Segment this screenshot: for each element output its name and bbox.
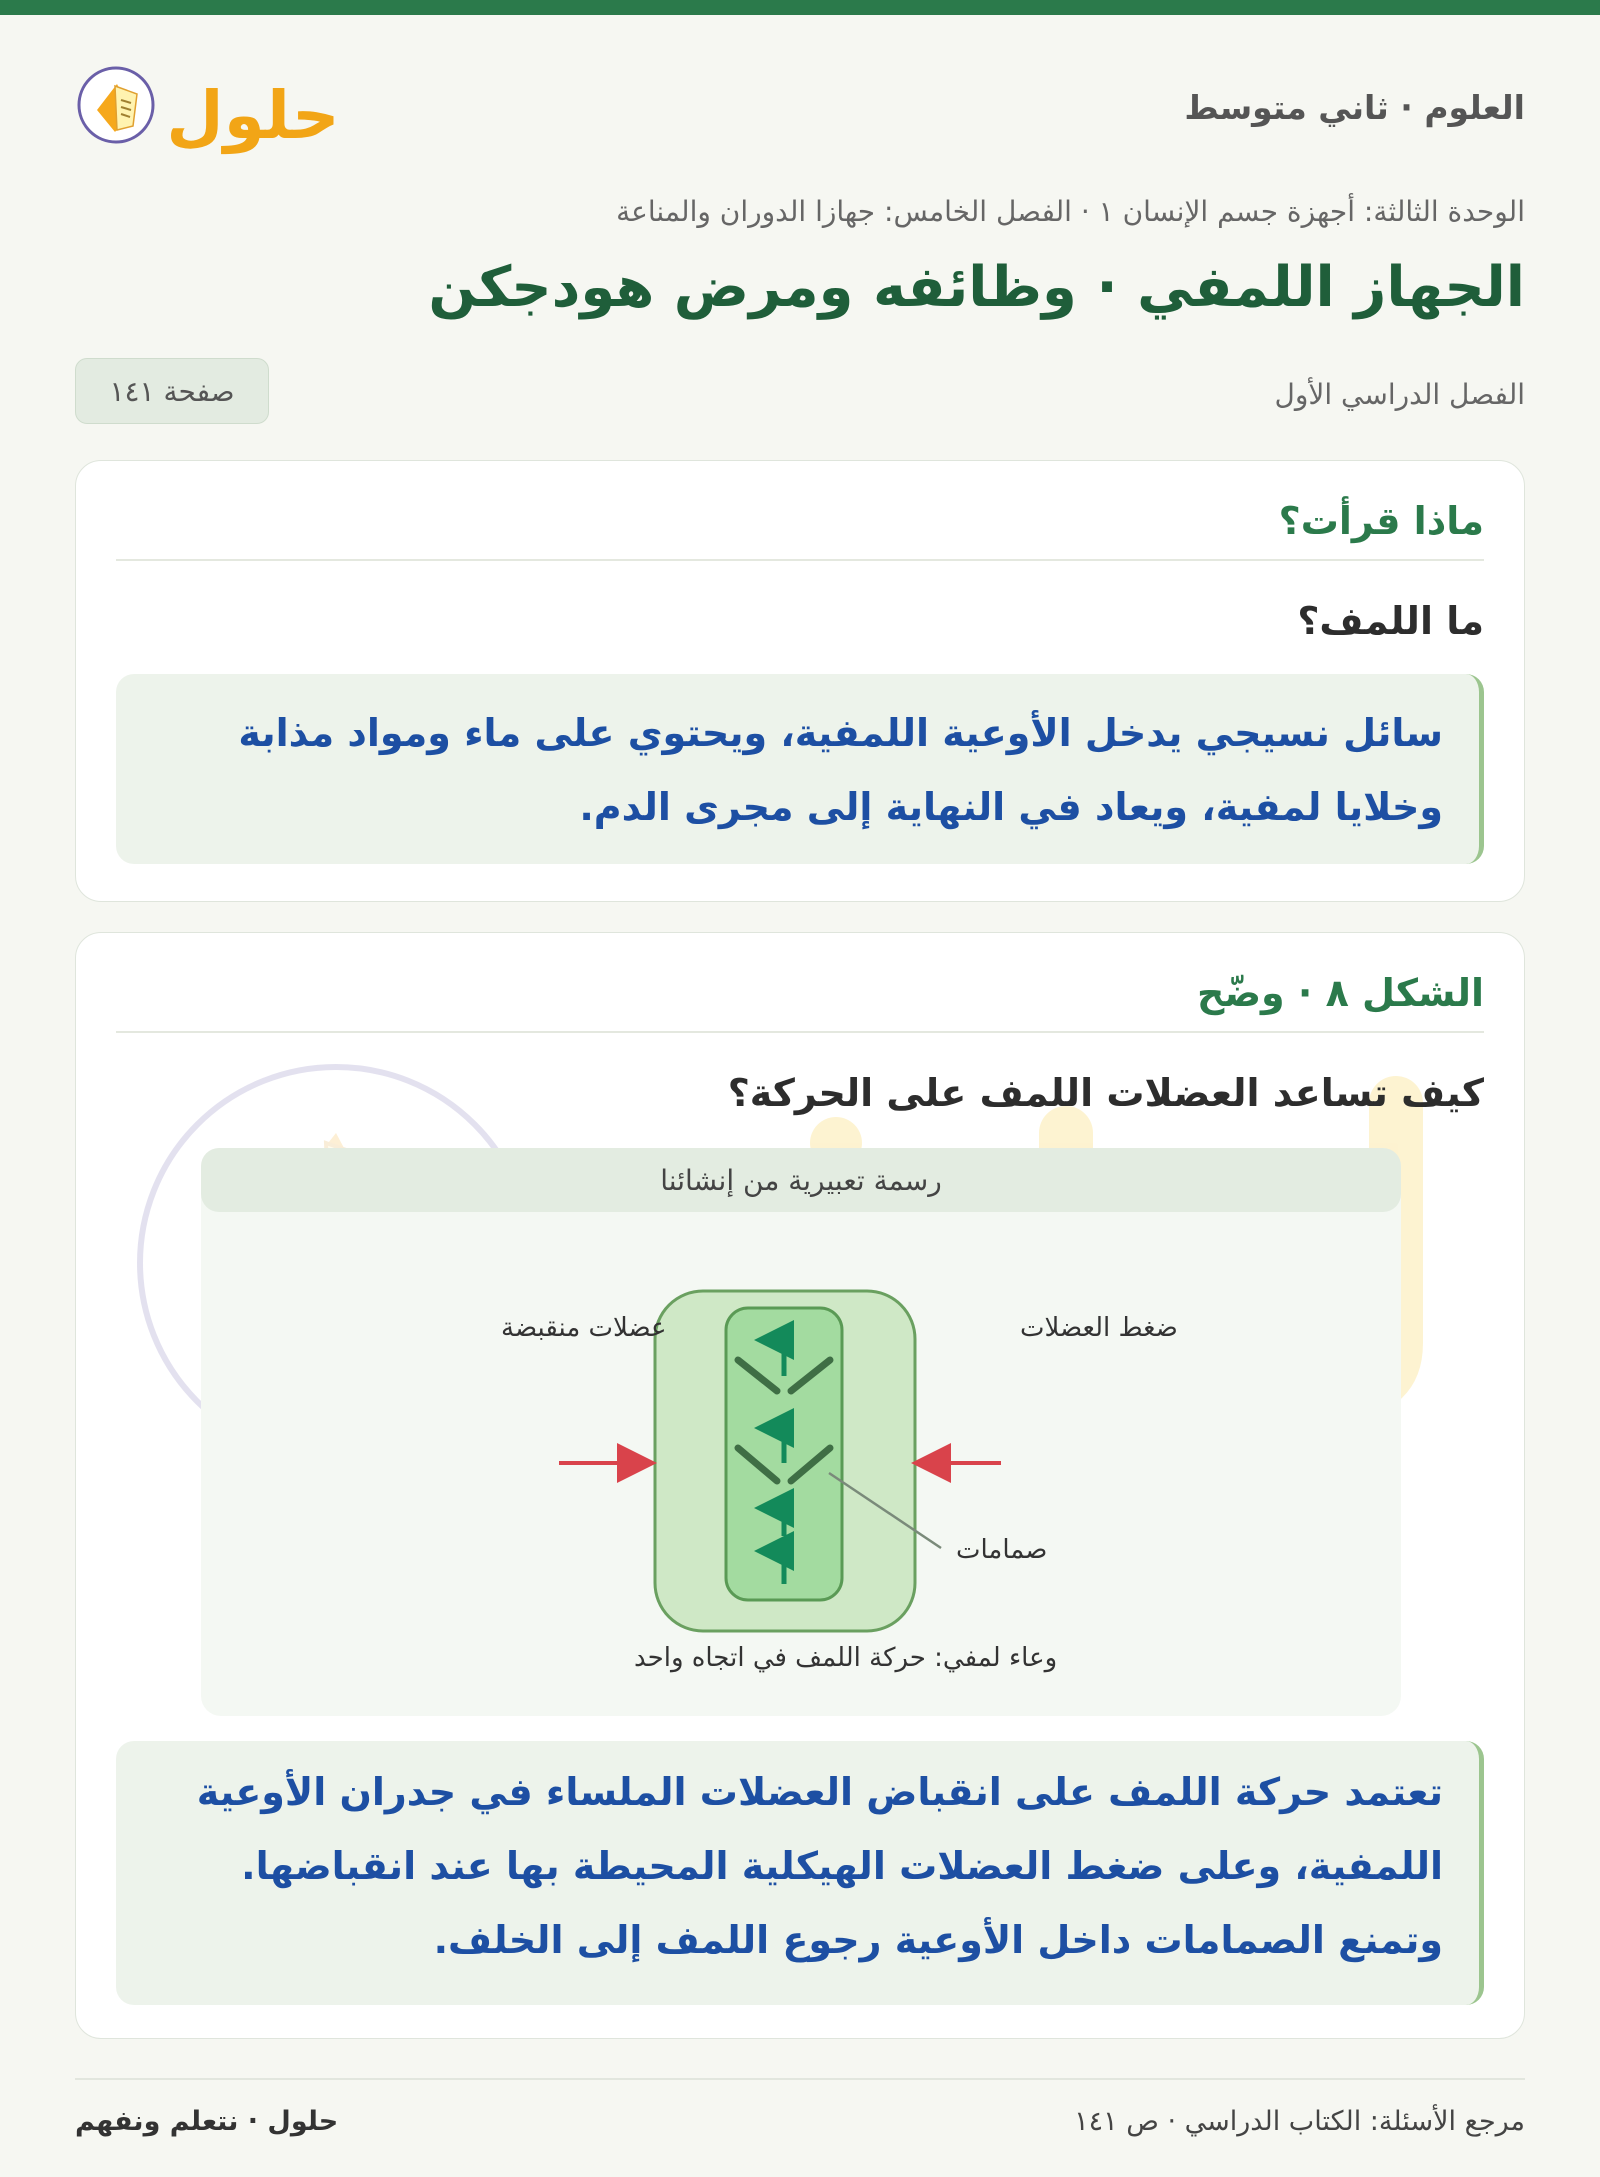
footer-divider xyxy=(75,2078,1525,2080)
semester-label: الفصل الدراسي الأول xyxy=(1274,378,1525,411)
subject-label: العلوم · ثاني متوسط xyxy=(1184,88,1525,127)
top-accent-bar xyxy=(0,0,1600,15)
card-divider xyxy=(116,559,1484,561)
figure-explain-card xyxy=(75,932,1525,2039)
logo-wordmark: حلول xyxy=(166,77,340,154)
lymph-vessel-figure xyxy=(201,1148,1401,1716)
answer-box: تعتمد حركة اللمف على انقباض العضلات الملساء في جدران الأوعية اللمفية، وعلى ضغط العضلات الهيكلية المحيطة بها عند انقباضها. وتمنع الصمامات داخل الأوعية رجوع اللمف إلى الخلف. xyxy=(116,1741,1484,2005)
answer-box: سائل نسيجي يدخل الأوعية اللمفية، ويحتوي على ماء ومواد مذابة وخلايا لمفية، ويعاد في النهاية إلى مجرى الدم. xyxy=(116,674,1484,864)
lymph-vessel-diagram xyxy=(201,1148,1401,1716)
figure-caption: رسمة تعبيرية من إنشائنا xyxy=(201,1148,1401,1212)
footer-brand: حلول · نتعلم ونفهم xyxy=(75,2106,339,2137)
page-title: الجهاز اللمفي · وظائفه ومرض هودجكن xyxy=(428,255,1525,320)
what-did-you-read-card xyxy=(75,460,1525,902)
label-valves: صمامات xyxy=(956,1535,1048,1565)
label-vessel: وعاء لمفي: حركة اللمف في اتجاه واحد xyxy=(634,1643,1058,1673)
label-contracting-muscles: عضلات منقبضة xyxy=(501,1313,667,1343)
question-text: ما اللمف؟ xyxy=(1297,599,1484,643)
label-muscle-pressure: ضغط العضلات xyxy=(1020,1313,1178,1343)
hulul-logo[interactable] xyxy=(75,50,345,160)
card-divider xyxy=(116,1031,1484,1033)
footer-reference: مرجع الأسئلة: الكتاب الدراسي · ص ١٤١ xyxy=(1074,2106,1525,2137)
breadcrumb: الوحدة الثالثة: أجهزة جسم الإنسان ١ · الفصل الخامس: جهازا الدوران والمناعة xyxy=(616,195,1525,228)
page-number-badge: صفحة ١٤١ xyxy=(75,358,269,424)
page-header xyxy=(75,50,1525,160)
question-text: كيف تساعد العضلات اللمف على الحركة؟ xyxy=(727,1071,1484,1115)
card-title: ماذا قرأت؟ xyxy=(1278,499,1484,543)
card-title: الشكل ٨ · وضّح xyxy=(1196,971,1484,1015)
